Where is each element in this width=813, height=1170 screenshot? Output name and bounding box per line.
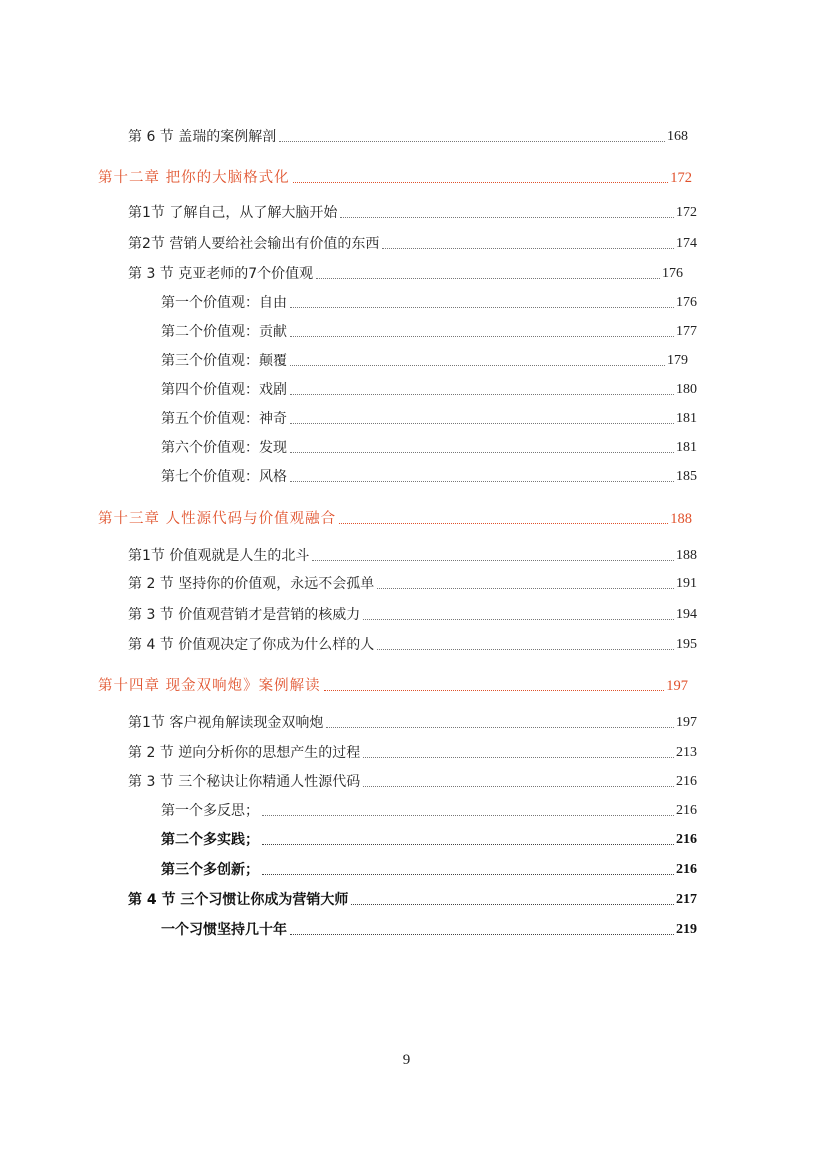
toc-entry-label: 第 4 节 价值观决定了你成为什么样的人 bbox=[128, 637, 375, 653]
dot-leader bbox=[377, 649, 674, 650]
toc-entry-label: 第 3 节 克亚老师的7个价值观 bbox=[128, 266, 314, 282]
toc-entry-page: 191 bbox=[676, 576, 697, 591]
dot-leader bbox=[363, 619, 674, 620]
dot-leader bbox=[290, 481, 674, 482]
toc-entry-label: 第2节 营销人要给社会输出有价值的东西 bbox=[128, 236, 380, 252]
dot-leader bbox=[279, 141, 665, 142]
toc-entry-label: 第三个价值观：颠覆 bbox=[161, 353, 287, 369]
toc-entry-label: 第四个价值观：戏剧 bbox=[161, 382, 287, 398]
toc-entry[interactable] bbox=[161, 381, 697, 399]
toc-chapter[interactable] bbox=[98, 510, 692, 528]
toc-entry-page: 168 bbox=[667, 129, 688, 144]
toc-entry-label: 第 3 节 三个秘诀让你精通人性源代码 bbox=[128, 774, 361, 790]
toc-entry-label: 第 3 节 价值观营销才是营销的核威力 bbox=[128, 607, 361, 623]
toc-chapter-label: 第十二章 把你的大脑格式化 bbox=[98, 170, 290, 186]
toc-entry[interactable] bbox=[128, 773, 697, 791]
toc-entry-page: 185 bbox=[676, 469, 697, 484]
toc-entry[interactable] bbox=[128, 265, 683, 283]
toc-entry-label: 第 6 节 盖瑞的案例解剖 bbox=[128, 129, 277, 145]
toc-chapter-label: 第十四章 现金双响炮》案例解读 bbox=[98, 678, 321, 694]
dot-leader bbox=[363, 757, 674, 758]
dot-leader bbox=[290, 452, 674, 453]
toc-entry-label: 第五个价值观：神奇 bbox=[161, 411, 287, 427]
toc-entry[interactable] bbox=[161, 410, 697, 428]
toc-entry-label: 第一个多反思； bbox=[161, 803, 259, 819]
toc-entry-page: 194 bbox=[676, 607, 697, 622]
toc-entry-page: 217 bbox=[676, 892, 697, 907]
toc-chapter-page: 172 bbox=[670, 170, 692, 186]
toc-entry-page: 176 bbox=[662, 266, 683, 281]
toc-chapter-page: 197 bbox=[666, 678, 688, 694]
toc-entry-label: 第1节 客户视角解读现金双响炮 bbox=[128, 715, 324, 731]
toc-entry[interactable] bbox=[161, 294, 697, 312]
toc-entry[interactable] bbox=[128, 714, 697, 732]
toc-chapter-label: 第十三章 人性源代码与价值观融合 bbox=[98, 511, 337, 527]
dot-leader bbox=[290, 934, 674, 935]
toc-entry-page: 195 bbox=[676, 637, 697, 652]
dot-leader bbox=[351, 904, 674, 905]
toc-entry-page: 180 bbox=[676, 382, 697, 397]
dot-leader bbox=[340, 217, 674, 218]
toc-entry-page: 216 bbox=[676, 774, 697, 789]
toc-entry-label: 第1节 价值观就是人生的北斗 bbox=[128, 548, 310, 564]
dot-leader bbox=[312, 560, 674, 561]
toc-entry-page: 216 bbox=[676, 803, 697, 818]
dot-leader bbox=[326, 727, 674, 728]
dot-leader bbox=[290, 336, 674, 337]
toc-entry-page: 213 bbox=[676, 745, 697, 760]
dot-leader bbox=[290, 365, 665, 366]
toc-chapter[interactable] bbox=[98, 169, 692, 187]
toc-entry-page: 216 bbox=[676, 832, 697, 847]
toc-entry-page: 219 bbox=[676, 922, 697, 937]
dot-leader bbox=[324, 690, 665, 691]
toc-entry-label: 第 2 节 逆向分析你的思想产生的过程 bbox=[128, 745, 361, 761]
toc-entry[interactable] bbox=[128, 636, 697, 654]
dot-leader bbox=[316, 278, 660, 279]
toc-entry-label: 第 2 节 坚持你的价值观，永远不会孤单 bbox=[128, 576, 375, 592]
toc-entry-label: 第1节 了解自己，从了解大脑开始 bbox=[128, 205, 338, 221]
toc-entry[interactable] bbox=[128, 235, 697, 253]
toc-entry-label: 第三个多创新； bbox=[161, 862, 259, 878]
dot-leader bbox=[339, 523, 668, 524]
toc-entry[interactable] bbox=[161, 861, 697, 879]
toc-entry[interactable] bbox=[161, 468, 697, 486]
toc-entry-label: 第二个多实践； bbox=[161, 832, 259, 848]
toc-entry-page: 179 bbox=[667, 353, 688, 368]
toc-entry-page: 197 bbox=[676, 715, 697, 730]
dot-leader bbox=[290, 394, 674, 395]
toc-chapter-page: 188 bbox=[670, 511, 692, 527]
toc-entry-page: 188 bbox=[676, 548, 697, 563]
toc-entry-page: 181 bbox=[676, 440, 697, 455]
dot-leader bbox=[293, 182, 669, 183]
toc-entry-page: 172 bbox=[676, 205, 697, 220]
dot-leader bbox=[262, 874, 674, 875]
toc-entry[interactable] bbox=[161, 323, 697, 341]
toc-entry-label: 第一个价值观：自由 bbox=[161, 295, 287, 311]
toc-entry[interactable] bbox=[128, 744, 697, 762]
toc-entry[interactable] bbox=[161, 352, 688, 370]
toc-entry-page: 177 bbox=[676, 324, 697, 339]
toc-entry[interactable] bbox=[128, 606, 697, 624]
toc-entry-label: 第七个价值观：风格 bbox=[161, 469, 287, 485]
toc-entry[interactable] bbox=[128, 891, 697, 909]
toc-entry-page: 174 bbox=[676, 236, 697, 251]
toc-entry-page: 216 bbox=[676, 862, 697, 877]
toc-entry[interactable] bbox=[128, 204, 697, 222]
dot-leader bbox=[363, 786, 674, 787]
toc-entry-label: 第 4 节 三个习惯让你成为营销大师 bbox=[128, 892, 349, 908]
dot-leader bbox=[262, 815, 674, 816]
toc-entry-label: 第二个价值观：贡献 bbox=[161, 324, 287, 340]
toc-entry[interactable] bbox=[128, 128, 688, 146]
toc-entry[interactable] bbox=[161, 831, 697, 849]
toc-entry-label: 第六个价值观：发现 bbox=[161, 440, 287, 456]
toc-entry[interactable] bbox=[161, 921, 697, 939]
toc-entry[interactable] bbox=[161, 802, 697, 820]
dot-leader bbox=[382, 248, 674, 249]
page-number: 9 bbox=[402, 1052, 411, 1068]
toc-entry[interactable] bbox=[161, 439, 697, 457]
toc-entry[interactable] bbox=[128, 575, 697, 593]
toc-entry-page: 176 bbox=[676, 295, 697, 310]
toc-entry-label: 一个习惯坚持几十年 bbox=[161, 922, 287, 938]
dot-leader bbox=[290, 307, 674, 308]
dot-leader bbox=[290, 423, 674, 424]
toc-entry[interactable] bbox=[128, 547, 697, 565]
toc-entry-page: 181 bbox=[676, 411, 697, 426]
dot-leader bbox=[262, 844, 674, 845]
toc-chapter[interactable] bbox=[98, 677, 688, 695]
dot-leader bbox=[377, 588, 674, 589]
